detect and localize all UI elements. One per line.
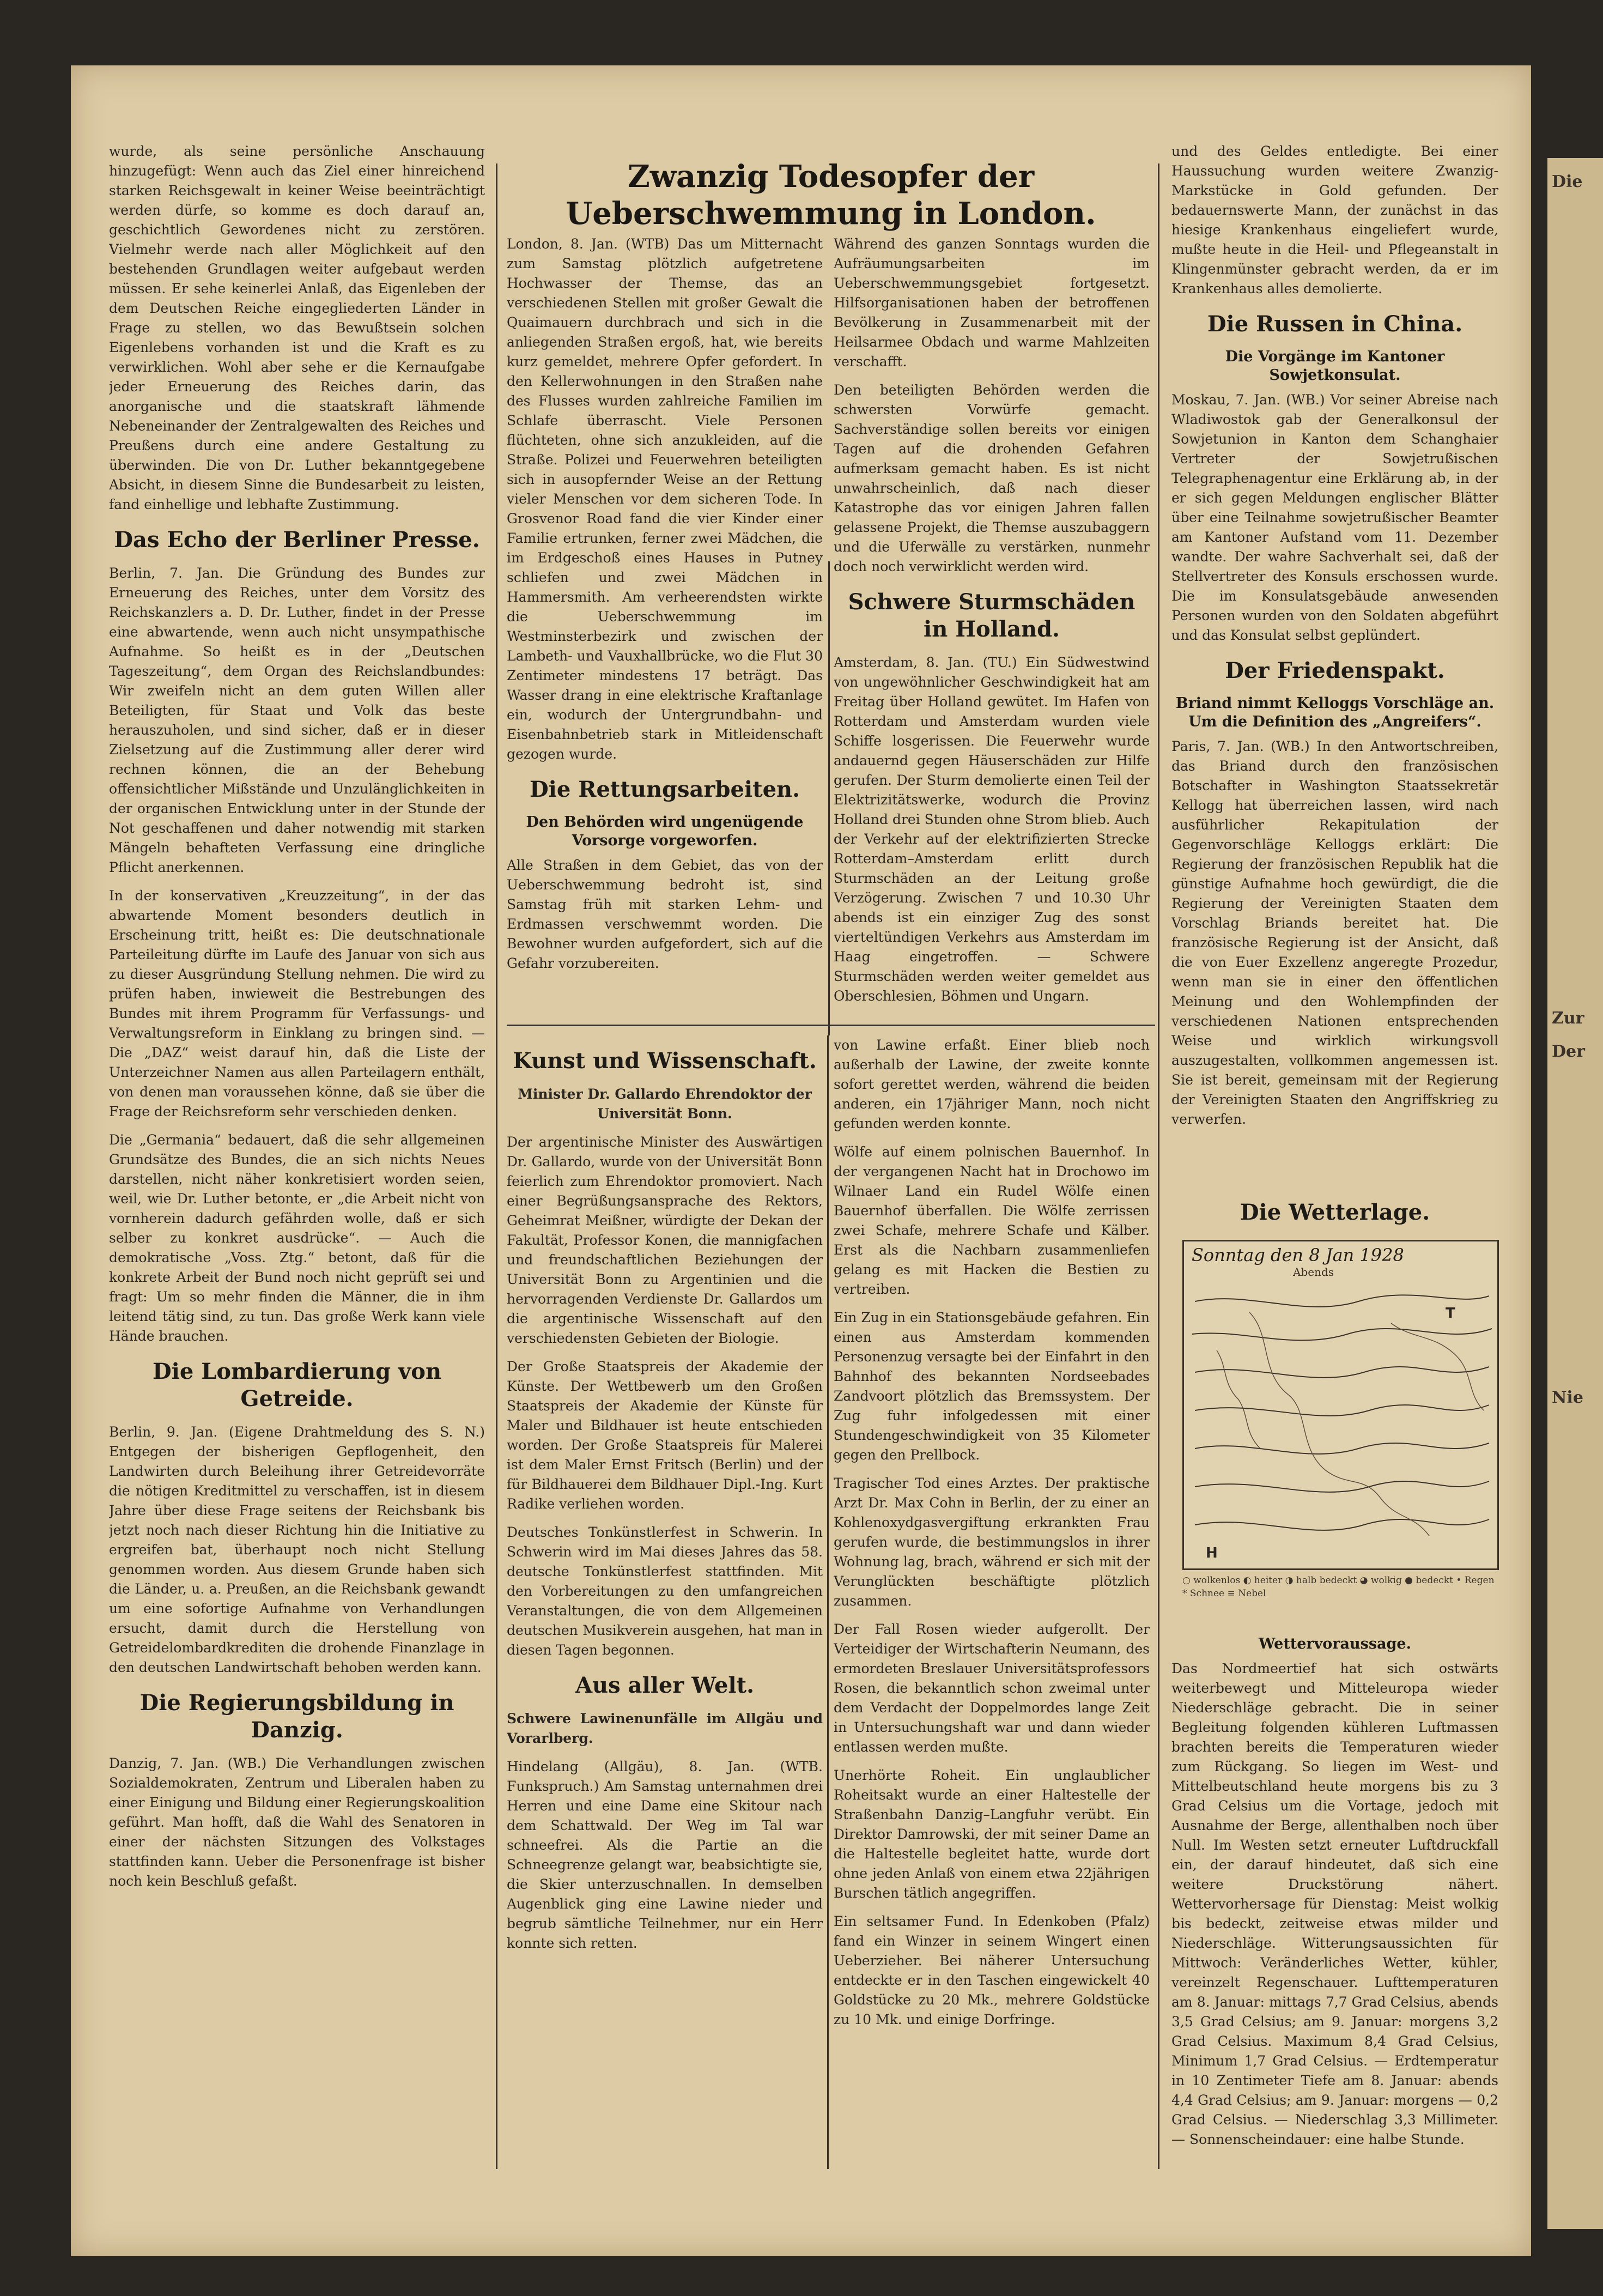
isobar — [1195, 1519, 1489, 1530]
headline-wettervoraussage: Wettervoraussage. — [1258, 1635, 1412, 1652]
headline-rettung: Die Rettungsarbeiten. — [529, 777, 800, 802]
article-text: Berlin, 9. Jan. (Eigene Drahtmeldung des S. N.) Entgegen der bisherigen Gepflogenheit, den Landwirten durch Beleihung ihrer Getreidevorräte die nötigen Kreditmittel zu verschaffen, ist in diesem Jahre über diese Frage seitens der Reichsbank bis jetzt noch nach dieser Richtung hin die Initiative zu ergreifen bat, überhaupt noch nicht Stellung genommen worden. Aus diesem Grunde haben sich die Länder, u. a. Preußen, an die Reichsbank gewandt um eine sofortige Aufnahme von Verhandlungen ersucht, damit durch die Herstellung von Getreidelombardkrediten die drohende Finanzlage in den deutschen Landwirtschaft behoben werden kann. — [109, 1424, 485, 1675]
headline-wetterlage: Die Wetterlage. — [1240, 1200, 1430, 1225]
article-text: Der argentinische Minister des Auswärtigen Dr. Gallardo, wurde von der Universität Bonn feierlich zum Ehrendoktor promoviert. Nach einer Begrüßungsansprache des Rektors, Geheimrat Meißner, würdigte der Dekan der Fakultät, Professor Konen, die mannigfachen und freundschaftlichen Beziehungen der Universität Bonn zu Argentinien und die hervorragenden Verdienste Dr. Gallardos um die argentinische Wissenschaft auf den verschiedensten Gebieten der Biologie. — [507, 1134, 823, 1346]
weather-map-drawing — [1184, 1241, 1497, 1568]
article-text: Ein seltsamer Fund. In Edenkoben (Pfalz) fand ein Winzer in seinem Wingert einen Ueberzieher. Bei näherer Untersuchung entdeckte er in den Taschen eingewickelt 40 Goldstücke zu 20 Mk., mehrere Goldstücke zu 10 Mk. und einige Dorfringe. — [834, 1913, 1150, 2027]
article-text: Tragischer Tod eines Arztes. Der praktische Arzt Dr. Max Cohn in Berlin, der zu einer an Kohlenoxydgasvergiftung erkrankten Frau gerufen wurde, die bestimmungslos in ihrer Wohnung lag, brach, während er sich mit der Verunglückten beschäftigte plötzlich zusammen. — [834, 1475, 1150, 1609]
article-subhead: Minister Dr. Gallardo Ehrendoktor der Universität Bonn. — [518, 1086, 812, 1122]
article-text: Der Fall Rosen wieder aufgerollt. Der Verteidiger der Wirtschafterin Neumann, des ermordeten Breslauer Universitätsprofessors Rosen, die bekanntlich schon zweimal unter dem Verdacht der Doppelmordes lange Zeit in Untersuchungshaft war und dann wieder entlassen werden mußte. — [834, 1621, 1150, 1755]
isobar — [1195, 1367, 1489, 1378]
article-text: Hindelang (Allgäu), 8. Jan. (WTB. Funkspruch.) Am Samstag unternahmen drei Herren und eine Dame eine Skitour nach dem Schattwald. Der Weg im Tal war schneefrei. Als die Partie an die Schneegrenze gelangt war, beabsichtigte sie, die Skier unterzuschnallen. In demselben Augenblick ging eine Lawine nieder und begrub sämtliche Teilnehmer, nur ein Herr konnte sich retten. — [507, 1759, 823, 1951]
low-pressure-marker: T — [1446, 1305, 1455, 1322]
headline-kunst: Kunst und Wissenschaft. — [513, 1048, 817, 1074]
weather-map — [1182, 1240, 1499, 1570]
article-subhead: Schwere Lawinenunfälle im Allgäu und Vorarlberg. — [507, 1711, 823, 1746]
article-text: In der konservativen „Kreuzzeitung“, in der das abwartende Moment besonders deutlich in Erscheinung tritt, heißt es: Die deutschnationale Parteileitung dürfte im Laufe des Januar von sich aus zu dieser Ausgründung Stellung nehmen. Die wird zu prüfen haben, inwieweit die Bestrebungen des Bundes mit ihrem Programm für Verfassungs- und Verwaltungsreform in Einklang zu bringen sind. — Die „DAZ“ weist darauf hin, daß die Liste der Unterzeichner Namen aus allen Parteilagern enthält, von denen man voraussehen könne, daß sie über die Frage der Reichsreform sehr verschieden denken. — [109, 888, 485, 1119]
column-2-top — [507, 234, 823, 1019]
article-text: Unerhörte Roheit. Ein unglaublicher Roheitsakt wurde an einer Haltestelle der Straßenbahn Danzig–Langfuhr verübt. Ein Direktor Damrowski, der mit seiner Dame an die Haltestelle begleitet hatte, wurde dort ohne jeden Anlaß von einem etwa 22jährigen Burschen tätlich angegriffen. — [834, 1767, 1150, 1901]
article-text: Danzig, 7. Jan. (WB.) Die Verhandlungen zwischen Sozialdemokraten, Zentrum und Liberalen haben zu einer Einigung und Bildung einer Regierungskoalition geführt. Man hofft, daß die Wahl des Senatoren in einer der nächsten Sitzungen des Volkstages stattfinden kann. Ueber die Personenfrage ist bisher noch kein Beschluß gefaßt. — [109, 1755, 485, 1889]
adjacent-fragment: Nie — [1552, 1388, 1583, 1407]
article-text: Amsterdam, 8. Jan. (TU.) Ein Südwestwind von ungewöhnlicher Geschwindigkeit hat am Freitag über Holland gewütet. Im Hafen von Rotterdam und Amsterdam wurden viele Schiffe losgerissen. Die Feuerwehr wurde andauernd gegen Häuserschäden zur Hilfe gerufen. Der Sturm demolierte einen Teil der Elektrizitätswerke, wodurch die Provinz Holland drei Stunden ohne Strom blieb. Auch der Verkehr auf der elektrifizierten Strecke Rotterdam–Amsterdam erlitt durch Sturmschäden an der Leitung große Verzögerung. Zwischen 7 und 10.30 Uhr abends ist ein einziger Zug des sonst vierteltündigen Verkehrs aus Amsterdam im Haag eingetroffen. — Schwere Sturmschäden werden weiter gemeldet aus Oberschlesien, Böhmen und Ungarn. — [834, 655, 1150, 1004]
headline-russen: Die Russen in China. — [1207, 311, 1463, 337]
article-text: London, 8. Jan. (WTB) Das um Mitternacht zum Samstag plötzlich aufgetretene Hochwasser der Themse, das an verschiedenen Stellen mit großer Gewalt die Quaimauern durchbrach und sich in die anliegenden Straßen ergoß, hat, wie bereits kurz gemeldet, mehrere Opfer gefordert. In den Kellerwohnungen in den Straßen nahe des Flusses wurden zahlreiche Familien im Schlafe überrascht. Viele Personen flüchteten, ohne sich anzukleiden, auf die Straße. Polizei und Feuerwehren beteiligten sich in ausopfernder Weise an der Rettung vieler Menschen vor dem sicheren Tode. In Grosvenor Road fand die vier Kinder einer Familie ertrunken, ferner zwei Mädchen, die im Erdgeschoß eines Hauses in Putney schliefen und zwei Mädchen in Hammersmith. Am verheerendsten wirkte die Ueberschwemmung im Westminsterbezirk und zwischen der Lambeth- und Vauxhallbrücke, wo die Flut 30 Zentimeter mindestens 17 beträgt. Das Wasser drang in eine elektrische Kraftanlage ein, wodurch der Untergrundbahn- und Eisenbahnbetrieb stark in Mitleidenschaft gezogen wurde. — [507, 236, 823, 762]
column-rule — [1158, 163, 1159, 2169]
subheadline-russen: Die Vorgänge im Kantoner Sowjetkonsulat. — [1225, 348, 1445, 384]
headline-sturm: Schwere Sturmschäden in Holland. — [848, 589, 1136, 642]
coastline — [1249, 1312, 1429, 1536]
high-pressure-marker: H — [1206, 1545, 1218, 1561]
article-text: Paris, 7. Jan. (WB.) In den Antwortschreiben, das Briand durch den französischen Botschafter in Washington Staatssekretär Kellogg hat überreichen lassen, wird nach ausführlicher Rekapitulation der Gegenvorschläge Kelloggs erklärt: Die Regierung der französischen Republik hat die günstige Aufnahme hoch gewürdigt, die die Regierung der Vereinigten Staaten dem Vorschlag Briands bereitet hat. Die französische Regierung ist der Ansicht, daß die von Euer Exzellenz angeregte Prozedur, wenn man sie in einer den öffentlichen Meinung und den Wohlempfinden der verschiedenen Nationen entsprechenden Weise und wirklich wirkungsvoll auszugestalten, vollkommen angemessen ist. Sie ist bereit, gemeinsam mit der Regierung der Vereinigten Staaten den Angriffskrieg zu verwerfen. — [1171, 738, 1498, 1127]
article-text: Ein Zug in ein Stationsgebäude gefahren. Ein einen aus Amsterdam kommenden Personenzug versagte bei der Einfahrt in den Bahnhof des bekannten Nordseebades Zandvoort plötzlich das Bremssystem. Der Zug fuhr infolgedessen mit einer Stundengeschwindigkeit von 35 Kilometer gegen den Prellbock. — [834, 1310, 1150, 1463]
subheadline-friedenspakt: Briand nimmt Kelloggs Vorschläge an. Um die Definition des „Angreifers“. — [1175, 695, 1495, 730]
column-rule — [828, 561, 830, 1035]
weather-map-legend: ○ wolkenlos ◐ heiter ◑ halb bedeckt ◕ wolkig ● bedeckt • Regen * Schnee ≡ Nebel — [1182, 1575, 1495, 1599]
column-4-top — [1171, 142, 1498, 1210]
coastline — [1217, 1350, 1260, 1449]
headline-echo: Das Echo der Berliner Presse. — [114, 527, 480, 553]
isobar — [1192, 1329, 1492, 1340]
adjacent-fragment: Zur — [1552, 1009, 1584, 1028]
adjacent-fragment: Der — [1552, 1042, 1585, 1061]
article-text: Deutsches Tonkünstlerfest in Schwerin. In Schwerin wird im Mai dieses Jahres das 58. deutsche Tonkünstlerfest stattfinden. Mit den Vorbereitungen zu den umfangreichen Veranstaltungen, die von dem Allgemeinen deutschen Musikverein ausgehen, hat man in diesen Tagen begonnen. — [507, 1524, 823, 1658]
column-2-bottom — [507, 1035, 823, 2247]
article-text: wurde, als seine persönliche Anschauung hinzugefügt: Wenn auch das Ziel einer hinreichend starken Reichsgewalt in keiner Weise beeinträchtigt werden dürfe, so komme es doch darauf an, geschichtlich Gewordenes nicht zu zerstören. Vielmehr werde nach aller Möglichkeit auf den bestehenden Grundlagen weiter aufgebaut werden müssen. Er sehe keinerlei Anlaß, das Eigenleben der dem Deutschen Reiche eingegliederten Länder in Frage zu stellen, wo das Bewußtsein solchen Eigenlebens vorhanden ist und die Kraft es zu verwirklichen. Wohl aber sehe er die Kernaufgabe jeder Erneuerung des Reiches darin, das anorganische und die staatskraft lähmende Nebeneinander der Zentralgewalten des Reiches und Preußens durch eine andere Gestaltung zu überwinden. Die von Dr. Luther bekanntgegebene Absicht, in diesem Sinne die Bundesarbeit zu leisten, fand einhellige und lebhafte Zustimmung. — [109, 143, 485, 512]
article-text: Alle Straßen in dem Gebiet, das von der Ueberschwemmung bedroht ist, sind Samstag früh mit starken Lehm- und Erdmassen verschwemmt worden. Die Bewohner wurden aufgefordert, sich auf die Gefahr vorzubereiten. — [507, 857, 823, 971]
column-3-top — [834, 234, 1150, 1019]
adjacent-fragment: Die — [1552, 172, 1583, 191]
main-headline-block — [507, 158, 1155, 232]
headline-regierung: Die Regierungsbildung in Danzig. — [139, 1690, 454, 1743]
isobar — [1195, 1443, 1489, 1454]
isobar — [1195, 1481, 1489, 1492]
headline-aus-aller-welt: Aus aller Welt. — [575, 1673, 755, 1698]
article-text: Das Nordmeertief hat sich ostwärts weiterbewegt und Mitteleuropa wieder Niederschläge gebracht. Die in seiner Begleitung folgenden kühleren Luftmassen brachten bereits die Temperaturen wieder zum Rückgang. So liegen im West- und Mittelbeutschland heute morgens bis zu 3 Grad Celsius um die Vortage, jedoch mit Ausnahme der Berge, allenthalben noch über Null. Im Westen setzt erneuter Luftdruckfall ein, der darauf hindeutet, daß sich eine weitere Druckstörung nähert. Wettervorhersage für Dienstag: Meist wolkig bis bedeckt, zeitweise etwas milder und Niederschläge. Witterungsaussichten für Mittwoch: Veränderliches Wetter, kühler, vereinzelt Regenschauer. Lufttemperaturen am 8. Januar: mittags 7,7 Grad Celsius, abends 3,5 Grad Celsius; am 9. Januar: morgens 3,2 Grad Celsius. Maximum 8,4 Grad Celsius, Minimum 1,7 Grad Celsius. — Erdtemperatur in 10 Zentimeter Tiefe am 8. Januar: abends 4,4 Grad Celsius; am 9. Januar: morgens — 0,2 Grad Celsius. — Niederschlag 3,3 Millimeter. — Sonnenscheindauer: eine halbe Stunde. — [1171, 1661, 1498, 2147]
column-4-bottom — [1171, 1629, 1498, 2247]
adjacent-page-edge — [1547, 158, 1603, 2229]
main-headline: Zwanzig Todesopfer der Ueberschwemmung in London. — [566, 159, 1096, 232]
article-text: Die „Germania“ bedauert, daß die sehr allgemeinen Grundsätze des Bundes, die an sich nichts Neues darstellen, nicht näher konkretisiert worden seien, weil, wie Dr. Luther betonte, er „die Arbeit nicht von vornherein dadurch gefährden wolle, daß er sich selber zu konkret ausdrücke“. — Auch die demokratische „Voss. Ztg.“ betont, daß für die konkrete Arbeit der Bund noch nicht geprüft sei und fragt: Um so mehr finden die Männer, die in ihm leitend tätig sind, zu tun. Das große Werk kann viele Hände brauchen. — [109, 1132, 485, 1344]
headline-friedenspakt: Der Friedenspakt. — [1225, 658, 1445, 683]
article-text: von Lawine erfaßt. Einer blieb noch außerhalb der Lawine, der zweite konnte sofort gerettet werden, während die beiden anderen, ein 17jähriger Mann, noch nicht gefunden werden konnte. — [834, 1037, 1150, 1131]
column-rule — [827, 1035, 829, 2169]
column-rule — [496, 163, 497, 2169]
article-text: Berlin, 7. Jan. Die Gründung des Bundes zur Erneuerung des Reiches, unter dem Vorsitz des Reichskanzlers a. D. Dr. Luther, findet in der Presse eine abwartende, wenn auch nicht unsympathische Aufnahme. So heißt es in der „Deutschen Tageszeitung“, dem Organ des Reichslandbundes: Wir zweifeln nicht an dem guten Willen aller Beteiligten, für Staat und Volk das beste herauszuholen, und sind sicher, daß er in dieser Zielsetzung auf die Zustimmung aller derer wird rechnen können, die an der Behebung offensichtlicher Mißstände und Unzulänglichkeiten in der organischen Entwicklung unter in der Stunde der Not geschaffenen und daher notwendig mit starken Mängeln behafteten Verfassung eine dringliche Pflicht anerkennen. — [109, 565, 485, 875]
article-text: und des Geldes entledigte. Bei einer Haussuchung wurden weitere Zwanzig-Markstücke in Gold gefunden. Der bedauernswerte Mann, der zunächst in das hiesige Krankenhaus eingeliefert wurde, mußte heute in die Heil- und Pflegeanstalt in Klingenmünster gebracht werden, da er im Krankenhaus alles demolierte. — [1171, 143, 1498, 296]
headline-lombard: Die Lombardierung von Getreide. — [152, 1359, 442, 1411]
article-text: Während des ganzen Sonntags wurden die Aufräumungsarbeiten im Ueberschwemmungsgebiet fortgesetzt. Hilfsorganisationen haben der betroffenen Bevölkerung in Zusammenarbeit mit der Heilsarmee Obdach und warme Mahlzeiten verschafft. — [834, 236, 1150, 369]
isobar — [1195, 1405, 1489, 1416]
isobar — [1195, 1295, 1489, 1306]
weather-map-title: Sonntag den 8 Jan 1928 — [1192, 1245, 1404, 1265]
subheadline-rettung: Den Behörden wird ungenügende Vorsorge vorgeworfen. — [526, 814, 804, 849]
weather-map-subtitle: Abends — [1293, 1265, 1334, 1279]
article-text: Der Große Staatspreis der Akademie der Künste. Der Wettbewerb um den Großen Staatspreis der Akademie der Künste für Maler und Bildhauer ist heute entschieden worden. Der Große Staatspreis für Malerei ist dem Maler Ernst Fritsch (Berlin) und der für Bildhauerei dem Bildhauer Dipl.-Ing. Kurt Radike verliehen worden. — [507, 1359, 823, 1512]
article-text: Wölfe auf einem polnischen Bauernhof. In der vergangenen Nacht hat in Drochowo im Wilnaer Land ein Rudel Wölfe einen Bauernhof überfallen. Die Wölfe zerrissen zwei Schafe, mehrere Schafe und Kälber. Erst als die Nachbarn zusammenliefen gelang es mit Hacken die Bestien zu vertreiben. — [834, 1144, 1150, 1297]
article-text: Moskau, 7. Jan. (WB.) Vor seiner Abreise nach Wladiwostok gab der Generalkonsul der Sowjetunion in Kanton dem Schanghaier Vertreter der Sowjetrußischen Telegraphenagentur eine Erklärung ab, in der er sich gegen Meldungen englischer Blätter über eine Teilnahme sowjetrußischer Beamter am Kantoner Aufstand vom 11. Dezember wandte. Der wahre Sachverhalt sei, daß der Stellvertreter des Konsuls erschossen wurde. Die im Konsulatsgebäude anwesenden Personen wurden von den Soldaten abgeführt und das Konsulat selbst geplündert. — [1171, 392, 1498, 643]
section-rule — [507, 1025, 1155, 1026]
column-1 — [109, 142, 485, 2247]
column-3-bottom — [834, 1035, 1150, 2247]
article-text: Den beteiligten Behörden werden die schwersten Vorwürfe gemacht. Sachverständige sollen bereits vor einigen Tagen auf die drohenden Gefahren aufmerksam gemacht haben. Es ist nicht unwahrscheinlich, daß nach dieser Katastrophe das vor einigen Jahren fallen gelassene Projekt, die Themse auszubaggern und die Uferwälle zu verstärken, nunmehr doch noch verwirklicht werden wird. — [834, 382, 1150, 574]
